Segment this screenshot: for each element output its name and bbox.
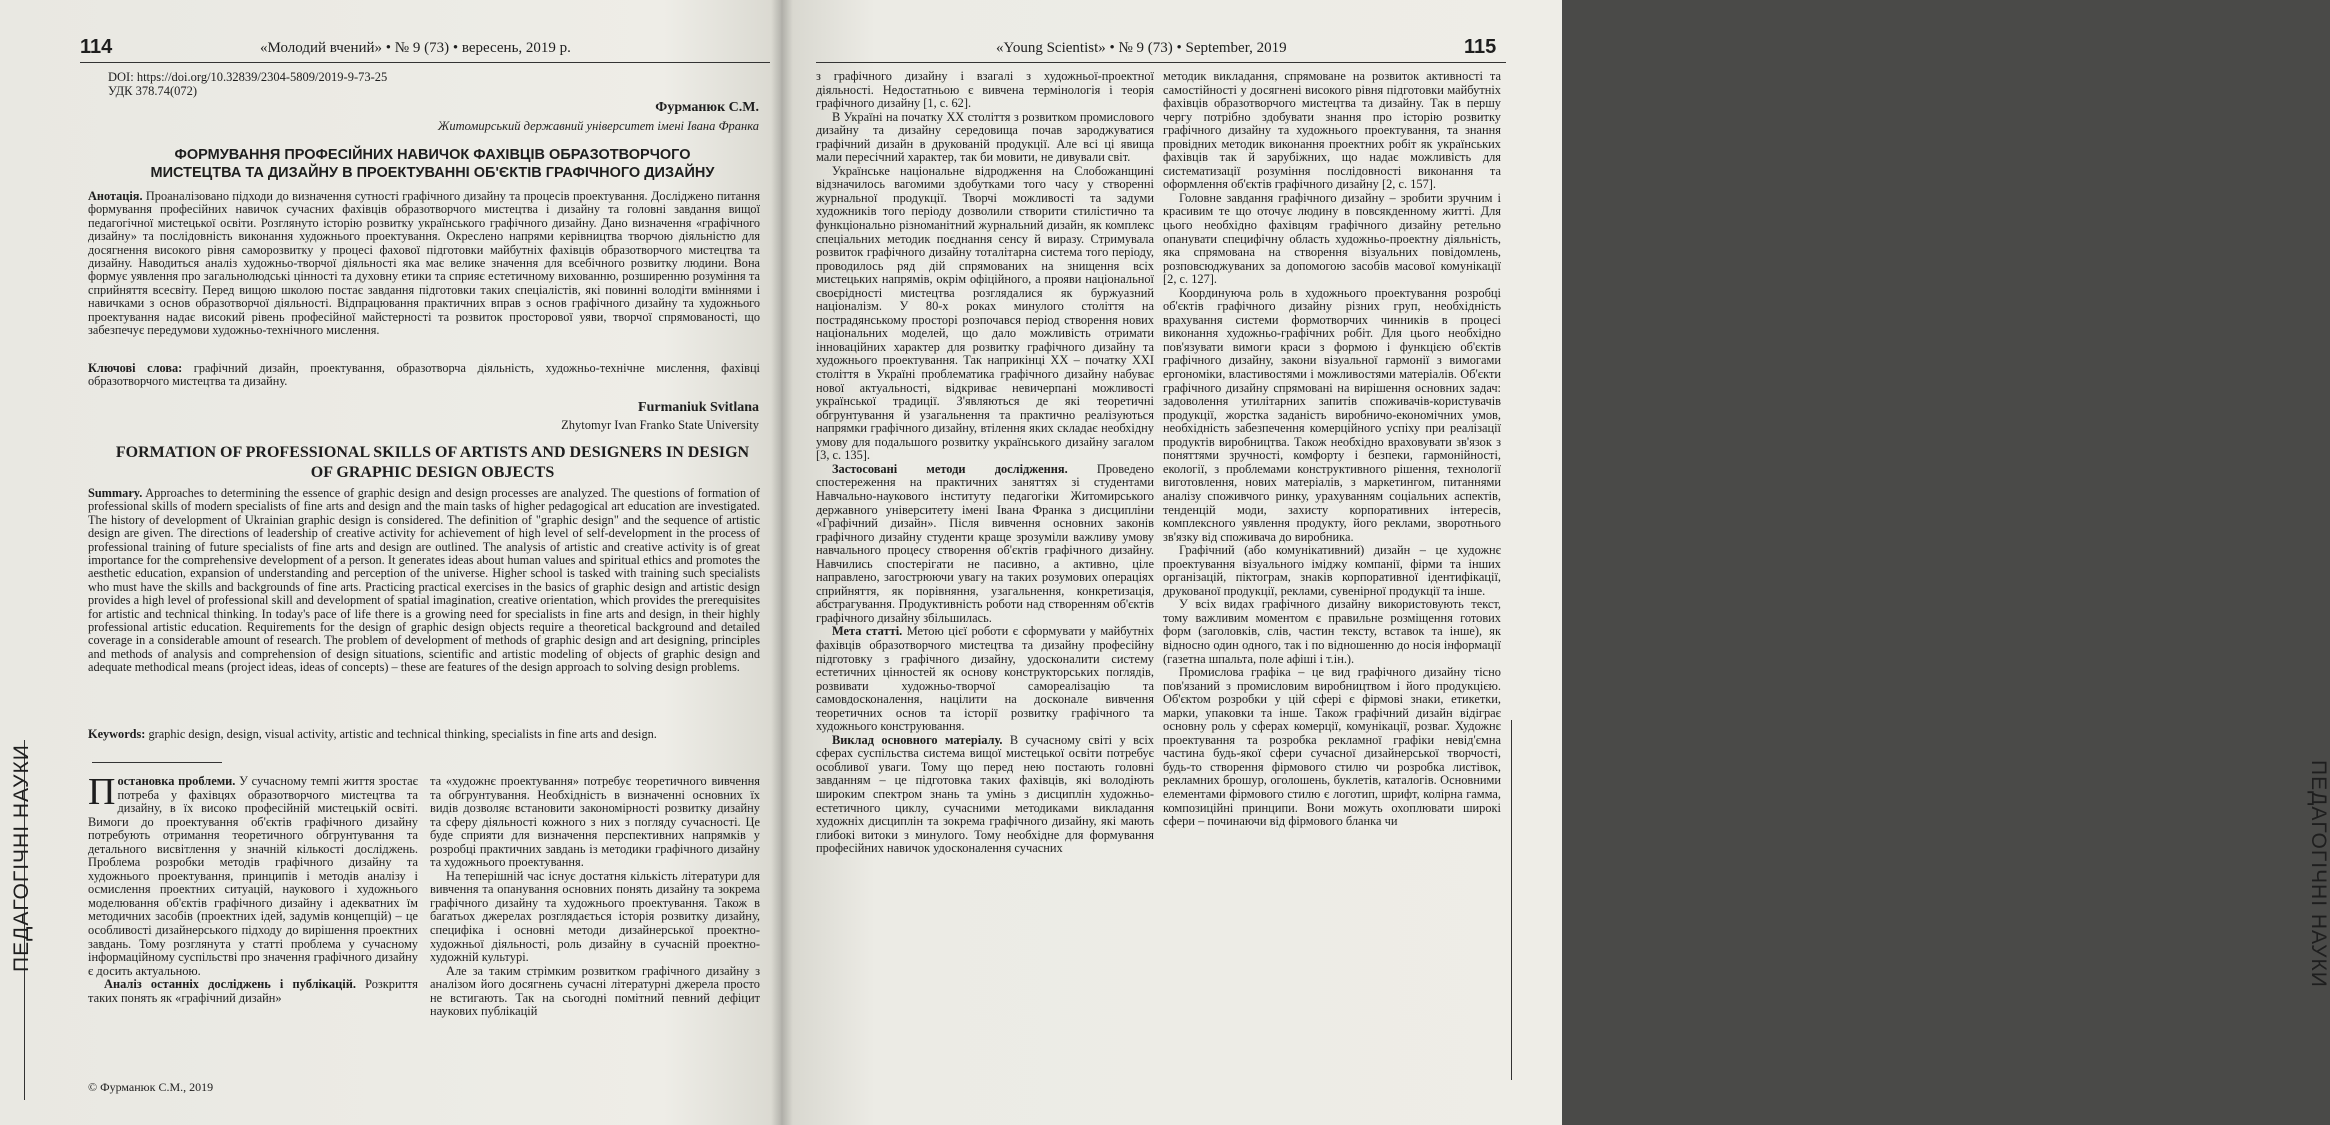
- paragraph-text: В сучасному світі у всіх сферах суспільства система вищої мистецької освіти потребує особливої уваги. Тому що перед нею постають головні завданням – це підготовка таких фахівців, які володіють широким спектром знань та умінь з дисциплін художньо-естетичного циклу, сучасними методиками викладання художніх дисциплін та зокрема графічного дизайну, які мають глибокі витоки з минулого. Тому необхідне для формування професійних навичок удосконалення сучасних: [816, 732, 1155, 856]
- title-line: МИСТЕЦТВА ТА ДИЗАЙНУ В ПРОЕКТУВАННІ ОБ'ЄКТІВ ГРАФІЧНОГО ДИЗАЙНУ: [150, 165, 715, 181]
- paragraph: На теперішній час існує достатня кількість літератури для вивчення та опанування основних понять дизайну та зокрема графічного дизайну та художнього проектування. Також в багатьох джерелах розглядається історія розвитку дизайну, специфіка і основні методи дизайнерської проектно-художньої діяльності, роль дизайну в сучасній проектно-художній культурі.: [430, 868, 760, 965]
- author-en: Furmaniuk Svitlana: [638, 400, 759, 415]
- section-heading: Застосовані методи дослідження.: [832, 461, 1068, 476]
- abstract-ua: [88, 190, 760, 337]
- paragraph: з графічного дизайну і взагалі з художньої-проектної діяльності. Недостатньою є вивчена термінологія і теорія графічного дизайну [1, с. 62].: [816, 69, 1154, 111]
- side-rule: [1511, 720, 1512, 1080]
- author-ua: Фурманюк С.М.: [655, 100, 759, 115]
- summary-text: Approaches to determining the essence of graphic design and design processes are analyzed. The questions of formation of professional skills of modern specialists of fine arts and design and the main tasks of higher pedagogical art education are investigated. The history of development of Ukrainian graphic design is considered. The definition of "graphic design" and the sequence of artistic design are given. The directions of leadership of creative activity for achievement of high level of self-development in the process of professional training of future specialists of fine arts and design are outlined. The analysis of artistic and creative activity is of great importance for the comprehensive development of a person. It generates ideas about human values and spiritual ethics and promotes the aesthetic education, expansion of understanding and perception of the universe. Higher school is tasked with training such specialists who must have the skills and backgrounds of fine arts. Practicing practical exercises in the basics of graphic design and artistic design provides a high level of professional skill and development of spatial imagination, creative orientation, which provides the prerequisites for artistic and technical thinking. In today's pace of life there is a growing need for specialists in fine arts and design, in their highly professional artistic education. Requirements for the design of graphic design objects require a theoretical background and detailed coverage in a considerable amount of research. The problem of development of methods of graphic design and art designing, principles and methods of analysis and comprehension of design situations, scientific and artistic modeling of objects of graphic design and adequate methodical means (project ideas, ideas of concepts) – these are features of the design approach to solving design problems.: [88, 486, 760, 675]
- title-line: ФОРМУВАННЯ ПРОФЕСІЙНИХ НАВИЧОК ФАХІВЦІВ ОБРАЗОТВОРЧОГО: [174, 147, 691, 163]
- abstract-text: Проаналізовано підходи до визначення сутності графічного дизайну та процесів проектування. Досліджено питання формування професійних навичок сучасних фахівців образотворчого мистецтва і дизайну та головні завдання вищої педагогічної мистецької освіти. Розглянуто історію розвитку українського графічного дизайну. Дано визначення «графічного дизайну» та послідовність виконання художнього проектування. Окреслено напрями керівництва творчою діяльністю для досягнення високого рівня саморозвитку у процесі фахової підготовки майбутніх фахівців образотворчого мистецтва та дизайну. Наводиться аналіз художньо-творчої діяльності яка має велике значення для всебічного розвитку людини. Вона формує уявлення про загальнолюдські цінності та духовну етики та сприяє естетичному вихованню, розширенню розуміння та сприйняття всесвіту. Перед вищою школою постає завдання підготовки таких спеціалістів, які повинні володіти вміннями і навичками з основ образотворчої діяльності. Відпрацювання практичних вправ з основ графічного дизайну та художнього проектування надає високий рівень професійної майстерності та розвиток просторової уяви, творчої спрямованості, що забезпечує передумови художньо-технічного мислення.: [88, 189, 760, 338]
- drop-cap: П: [88, 771, 116, 813]
- section-heading: Аналіз останніх досліджень і публікацій.: [104, 977, 356, 992]
- article-title-en: [90, 443, 775, 483]
- paragraph: В Україні на початку XX століття з розвитком промислового дизайну та дизайну середовища почав зароджуватися графічний дизайн в друкованій продукції. Але всі ці явища мали пересічний характер, так би мовити, не дивували світ.: [816, 109, 1154, 165]
- summary-label: Summary.: [88, 486, 143, 500]
- section-rule: [92, 762, 222, 763]
- affiliation-ua: Житомирський державний університет імені Івана Франка: [437, 119, 759, 133]
- left-page: [0, 0, 781, 1125]
- paragraph-text: Розкриття таких понять як «графічний дизайн»: [88, 977, 418, 1005]
- keywords-text: графічний дизайн, проектування, образотворча діяльність, художньо-технічне мислення, фахівці образотворчого мистецтва та дизайну.: [88, 361, 760, 389]
- summary-en: [88, 487, 760, 675]
- section-heading: Мета статті.: [832, 624, 903, 639]
- copyright: © Фурманюк С.М., 2019: [88, 1080, 214, 1094]
- paragraph: Промислова графіка – це вид графічного дизайну тісно пов'язаний з промисловим виробництвом і його продукцією. Об'єктом розробки у цій сфері є фірмові знаки, етикетки, марки, упаковки та інше. Також графічний дизайн відіграє основну роль у сферах комерції, комунікації, розваг. Художнє проектування та розробка рекламної графіки невід'ємна частина будь-якої сфери сучасної дизайнерської творчості, будь-то створення фірмового стилю чи розробка листівок, рекламних брошур, оголошень, буклетів, каталогів. Основними елементами фірмового стилю є логотип, шрифт, колірна гамма, композиційні принципи. Вони можуть охоплювати широкі сфери – починаючи від фірмового бланка чи: [1163, 665, 1501, 829]
- running-head: «Young Scientist» • № 9 (73) • September, 2019: [996, 40, 1287, 56]
- paragraph: У всіх видах графічного дизайну використовують текст, тому важливим моментом є правильне розміщення готових форм (заголовків, слів, частин тексту, вставок та інше), як відносно один одного, так і по відношенню до носія інформації (газетна шпальта, поле афіші і т.ін.).: [1163, 597, 1501, 666]
- paragraph: та «художнє проектування» потребує теоретичного вивчення та обгрунтування. Необхідність в визначенні основних їх видів дозволяє встановити закономірності розвитку дизайну та сферу діяльності кожного з них з погляду сучасності. Це буде сприяти для визначення перспективних напрямків у розробці практичних завдань із методики графічного дизайну та художнього проектування.: [430, 774, 760, 870]
- paragraph: Графічний (або комунікативний) дизайн – це художнє проектування візуального іміджу компанії, фірми та інших організацій, піктограм, знаків корпоративної ідентифікації, друкованої продукції, реклами, сувенірної продукції та інше.: [1163, 543, 1501, 598]
- paragraph-text: Проведено спостереження на практичних заняттях зі студентами Навчально-наукового інституту педагогіки Житомирського державного університету імені Івана Франка з дисципліни «Графічний дизайн». Після вивчення основних законів графічного дизайну студенти краще зрозуміли важливу умову навчального процесу створення об'єктів графічного дизайну. Навчились спостерігати не пасивно, а активно, ціле направлено, загострюючи увагу на таких розумових операціях сприйняття, як порівняння, узагальнення, конкретизація, абстрагування. Продуктивність роботи над створенням об'єктів графічного дизайну збільшилась.: [816, 461, 1154, 625]
- paragraph: Координуюча роль в художнього проектування розробці об'єктів графічного дизайну різних груп, необхідність врахування системи формотворчих чинників в процесі виконання художньо-графічних робіт. Для цього необхідно пов'язувати вимоги краси з формою і функцією об'єктів графічного дизайну, закони візуальної гармонії з вимогами ергономіки, властивостями і можливостями матеріалів. Об'єкти графічного дизайну спрямовані на вирішення основних задач: задоволення утилітарних запитів споживачів-користувачів продукції, жорстка заданість виробничо-економічних умов, необхідність забезпечення комерційного успіху при реалізації продуктів виробництва. Також необхідно враховувати зв'язок з поняттями зручності, комфорту і безпеки, гармонійності, екології, з проблемами конструктивного рішення, технології виготовлення, нових матеріалів, з маркетингом, питаннями аналізу споживчого ринку, урахуванням соціальних аспектів, тенденцій моди, захисту корпоративних інтересів, комплексного уявлення продукту, його реклами, зворотнього зв'язку від споживача до виробника.: [1163, 285, 1501, 544]
- paragraph: Головне завдання графічного дизайну – зробити зручним і красивим те що оточує людину в повсякденному житті. Для цього необхідно фахівцям графічного дизайну ретельно опанувати специфічну область художньо-проектну діяльність, яка спрямована на створення візуальних повідомлень, розповсюджуваних за допомогою засобів масової комунікації [2, с. 127].: [1163, 190, 1501, 287]
- header-rule: [816, 62, 1506, 63]
- column-2: [430, 775, 760, 1019]
- keywords-en: [88, 728, 760, 741]
- title-line: OF GRAPHIC DESIGN OBJECTS: [310, 464, 555, 481]
- paragraph: [88, 978, 418, 1005]
- paragraph: Але за таким стрімким розвитком графічного дизайну з аналізом його досягнень сучасні літературні джерела просто не встигають. Так на сьогодні помітний певний дефіцит наукових публікацій: [430, 963, 760, 1019]
- doi-link[interactable]: DOI: https://doi.org/10.32839/2304-5809/2019-9-73-25: [108, 70, 388, 84]
- column-3: [816, 70, 1154, 856]
- paragraph-text: У сучасному темпі життя зростає потреба у фахівцях образотворчого мистецтва та дизайну, в їх високо професійній мистецькій освіті. Вимоги до проектування об'єктів графічного дизайну потребують отримання теоретичного обгрунтування та детального висвітлення у значній кількості досліджень. Проблема розробки методів графічного дизайну та художнього проектування, принципів і методів аналізу і осмислення проектних ситуацій, наукового і художнього моделювання об'єктів графічного дизайну і адекватних їм методичних засобів (проектних ідей, задумів концепцій) – це особливості дизайнерського підходу до вирішення проектних завдань. Тому розглянута у статті проблема у сучасному інформаційному суспільстві про значення графічного дизайну є досить актуальною.: [88, 774, 418, 978]
- section-heading: Виклад основного матеріалу.: [832, 732, 1003, 747]
- paragraph: [816, 463, 1154, 626]
- section-side-label: ПЕДАГОГІЧНІ НАУКИ: [2307, 760, 2330, 988]
- page-number: 115: [1464, 36, 1497, 58]
- abstract-label: Анотація.: [88, 189, 143, 203]
- paragraph: [816, 734, 1154, 856]
- title-line: FORMATION OF PROFESSIONAL SKILLS OF ARTISTS AND DESIGNERS IN DESIGN: [115, 444, 750, 461]
- section-heading: остановка проблеми.: [117, 774, 236, 788]
- udk: УДК 378.74(072): [108, 84, 198, 98]
- keywords-text: graphic design, design, visual activity, artistic and technical thinking, specialists in fine arts and design.: [145, 727, 657, 741]
- paragraph: Українське національне відродження на Слобожанщині відзначилось вагомими здобутками того часу у створенні журнальної продукції. Творчі можливості та задуми художників того періоду дозволили створити стилістично та функціонально різноманітний журнальний дизайн, як комплекс спеціальних методик поєднання сенсу й виразу. Стримувала розвиток графічного дизайну тоталітарна система того періоду, проводилось ряд дій спрямованих на знищення всіх мистецьких напрямів, окрім офіційного, а прояви національної своєрідності мистецтва розглядалися як буржуазний націоналізм. У 80-х роках минулого століття на пострадянському просторі розпочався період створення нових національних моделей, що дало можливість отримати інноваційних характер для розвитку графічного дизайну та художнього проектування. Так наприкінці XX – початку XXI століття в Україні проблематика графічного дизайну набуває нової актуальності, відкриває невичерпані можливості української традиції. З'являються де які теоретичні обгрунтування й узагальнення та практично реалізуються напрямки графічного дизайну, втілення яких складає необхідну умову для подальшого розвитку українського дизайну загалом [3, с. 135].: [816, 163, 1154, 463]
- keywords-label: Keywords:: [88, 727, 146, 741]
- paragraph: [88, 771, 418, 978]
- page-number: 114: [80, 36, 113, 58]
- header-rule: [80, 62, 770, 63]
- column-4: [1163, 70, 1501, 829]
- keywords-ua: [88, 362, 760, 389]
- keywords-label: Ключові слова:: [88, 361, 183, 375]
- section-side-label: ПЕДАГОГІЧНІ НАУКИ: [10, 744, 33, 972]
- paragraph: методик викладання, спрямоване на розвиток активності та самостійності у досягнені високого рівня підготовки майбутніх фахівців образотворчого мистецтва та дизайну. Так в першу чергу потрібно здобувати знання про історію розвитку графічного дизайну та художнього проектування, та знання провідних методик виконання проектних робіт як українських фахівців так й зарубіжних, що надає можливість для систематизації розуміння послідовності виконання та оформлення об'єктів графічного дизайну [2, с. 157].: [1163, 69, 1501, 192]
- running-head: «Молодий вчений» • № 9 (73) • вересень, 2019 р.: [260, 40, 571, 56]
- paragraph: [816, 625, 1154, 733]
- article-title-ua: [90, 146, 775, 182]
- right-page: [781, 0, 2330, 1125]
- doi: [108, 70, 387, 98]
- paragraph-text: Метою цієї роботи є сформувати у майбутніх фахівців образотворчого мистецтва та дизайну професійну підготовку з графічного дизайну, удосконалити систему естетичних цінностей як основу конструкторських поглядів, розвивати художньо-творчої самореалізацію та самовдосконалення, націлити на досконале вивчення теоретичних основ та історії розвитку графічного та художнього конструювання.: [816, 624, 1154, 734]
- column-1: [88, 771, 418, 1005]
- affiliation-en: Zhytomyr Ivan Franko State University: [561, 418, 759, 432]
